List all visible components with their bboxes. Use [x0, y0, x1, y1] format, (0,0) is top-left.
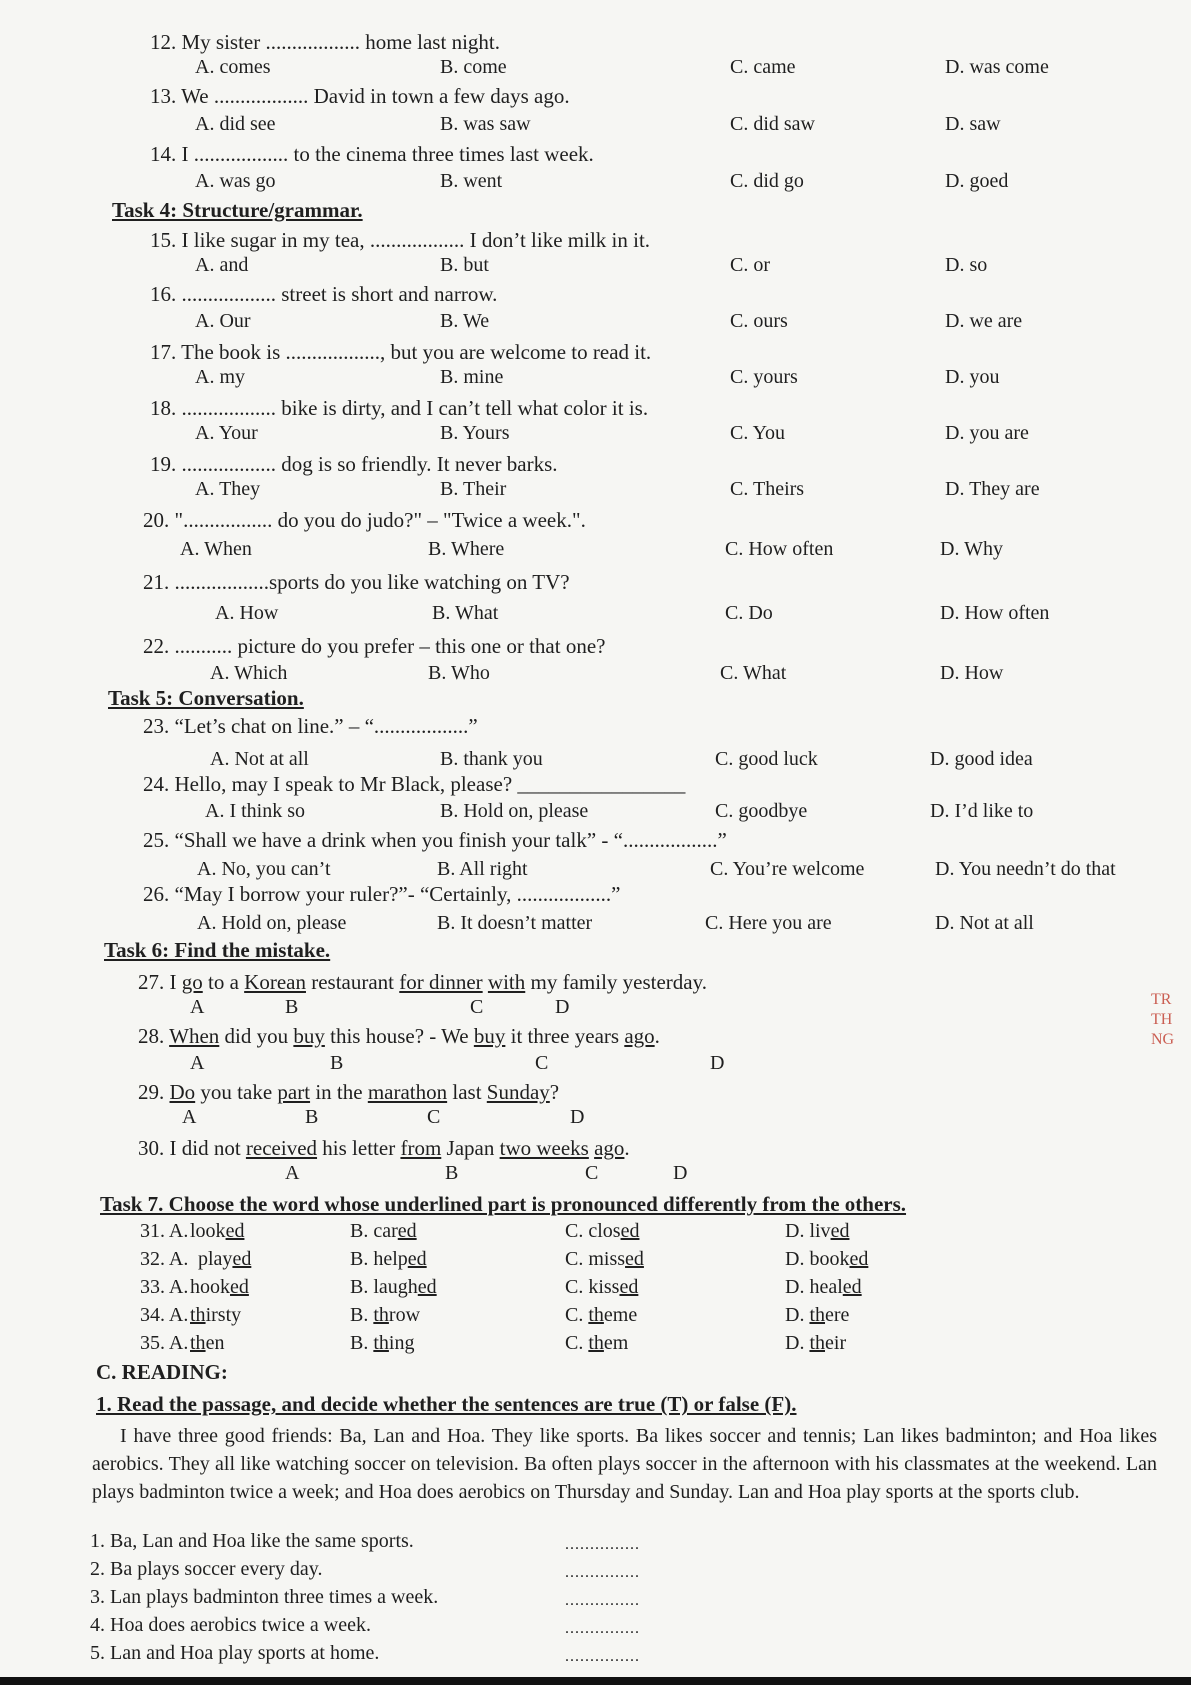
option-q16-a[interactable]: A. Our: [195, 310, 251, 332]
text-part: restaurant: [305, 970, 400, 994]
question-q21: 21. ..................sports do you like watching on TV?: [143, 570, 570, 594]
options-q16: [0, 310, 1191, 338]
option-q13-a[interactable]: A. did see: [195, 113, 276, 135]
text-part: B.: [350, 1332, 374, 1354]
underlined-part: Sunday: [486, 1080, 550, 1104]
text-part: .: [624, 1136, 630, 1160]
options-q18: [0, 422, 1191, 450]
answer-blank-5[interactable]: ...............: [565, 1648, 640, 1665]
options-q14: [0, 170, 1191, 198]
option-q20-c[interactable]: C. How often: [725, 538, 834, 560]
options-q21: [0, 602, 1191, 630]
option-q16-b[interactable]: B. We: [440, 310, 490, 332]
option-q18-a[interactable]: A. Your: [195, 422, 258, 444]
text-part: B. help: [350, 1248, 408, 1270]
option-q12-a[interactable]: A. comes: [195, 56, 271, 78]
text-part: to a: [202, 970, 245, 994]
task4-heading: Task 4: Structure/grammar.: [112, 198, 363, 222]
option-q12-d[interactable]: D. was come: [945, 56, 1049, 78]
option-q23-d[interactable]: D. good idea: [930, 748, 1033, 770]
option-q20-a[interactable]: A. When: [180, 538, 252, 560]
text-part: D. book: [785, 1248, 850, 1270]
underlined-part: for dinner: [399, 970, 483, 994]
option-q18-d[interactable]: D. you are: [945, 422, 1029, 444]
text-part: C.: [565, 1304, 589, 1326]
text-part: it three years: [505, 1024, 625, 1048]
underlined-part: ago: [624, 1024, 655, 1048]
option-q24-b[interactable]: B. Hold on, please: [440, 800, 589, 822]
question-q16: 16. .................. street is short and narrow.: [150, 282, 498, 306]
text-part: did you: [219, 1024, 294, 1048]
option-q13-c[interactable]: C. did saw: [730, 113, 815, 135]
answer-blank-2[interactable]: ...............: [565, 1564, 640, 1581]
underlined-part: with: [487, 970, 526, 994]
underlined-part: ed: [225, 1220, 245, 1242]
underlined-part: th: [588, 1304, 604, 1326]
mistake-letter-q28-A: A: [190, 1052, 205, 1074]
pron-num-q35: 35. A.: [140, 1332, 189, 1354]
option-q21-b[interactable]: B. What: [432, 602, 499, 624]
option-q25-a[interactable]: A. No, you can’t: [197, 858, 331, 880]
underlined-part: th: [373, 1332, 389, 1354]
option-q24-c[interactable]: C. goodbye: [715, 800, 808, 822]
pron-num-q33: 33. A.: [140, 1276, 189, 1298]
pron-option-q35-b: [350, 1332, 414, 1355]
question-q18: 18. .................. bike is dirty, and I can’t tell what color it is.: [150, 396, 649, 420]
pron-option-q31-b: [350, 1220, 417, 1243]
reading-passage: I have three good friends: Ba, Lan and Hoa. They like sports. Ba likes soccer and tennis; Lan likes badminton; and Hoa likes aerobics. They all like watching soccer on television. Ba often plays soccer in the afternoon with his classmates at the weekend. Lan plays badminton twice a week; and Hoa does aerobics on Thursday and Sunday. Lan and Hoa play sports at the sports club.: [92, 1425, 1157, 1503]
option-q15-d[interactable]: D. so: [945, 254, 988, 276]
text-part: D. heal: [785, 1276, 843, 1298]
text-part: my family yesterday.: [525, 970, 708, 994]
pron-option-q32-d: [785, 1248, 868, 1271]
option-q19-a[interactable]: A. They: [195, 478, 261, 500]
question-q26: 26. “May I borrow your ruler?”- “Certainly, ..................”: [143, 882, 621, 906]
option-q14-c[interactable]: C. did go: [730, 170, 804, 192]
option-q21-c[interactable]: C. Do: [725, 602, 773, 624]
options-q12: [0, 56, 1191, 84]
option-q22-a[interactable]: A. Which: [210, 662, 288, 684]
option-q19-c[interactable]: C. Theirs: [730, 478, 805, 500]
mistake-letter-q27-A: A: [190, 996, 205, 1018]
mistake-letter-q29-A: A: [182, 1106, 197, 1128]
pron-option-q35-c: [565, 1332, 628, 1355]
pron-option-q32-a: [198, 1248, 251, 1271]
underlined-part: When: [169, 1024, 220, 1048]
option-q22-c[interactable]: C. What: [720, 662, 787, 684]
option-q25-b[interactable]: B. All right: [437, 858, 528, 880]
option-q17-c[interactable]: C. yours: [730, 366, 798, 388]
option-q25-d[interactable]: D. You needn’t do that: [935, 858, 1116, 880]
question-q19: 19. .................. dog is so friendly. It never barks.: [150, 452, 558, 476]
text-part: last: [447, 1080, 487, 1104]
task7-heading: Task 7. Choose the word whose underlined part is pronounced differently from the others.: [100, 1192, 907, 1216]
option-q14-a[interactable]: A. was go: [195, 170, 276, 192]
red-stamp-fragment: [1151, 990, 1191, 1170]
options-q24: [0, 800, 1191, 828]
text-part: irsty: [205, 1304, 242, 1326]
option-q21-a[interactable]: A. How: [215, 602, 279, 624]
underlined-part: marathon: [367, 1080, 448, 1104]
underlined-part: Korean: [244, 970, 306, 994]
options-q13: [0, 113, 1191, 141]
text-part: eme: [603, 1304, 638, 1326]
pron-option-q32-c: [565, 1248, 644, 1271]
underlined-part: ed: [625, 1248, 644, 1270]
question-q13: 13. We .................. David in town a few days ago.: [150, 84, 570, 108]
statement-3: 3. Lan plays badminton three times a week.: [90, 1586, 439, 1608]
question-q12: 12. My sister .................. home last night.: [150, 30, 500, 54]
question-q28: [138, 1024, 660, 1049]
option-q19-d[interactable]: D. They are: [945, 478, 1040, 500]
text-part: look: [190, 1220, 226, 1242]
option-q15-a[interactable]: A. and: [195, 254, 249, 276]
underlined-part: th: [809, 1304, 826, 1326]
pron-option-q33-c: [565, 1276, 638, 1299]
task5-heading: Task 5: Conversation.: [108, 686, 304, 710]
underlined-part: th: [809, 1332, 826, 1354]
pron-option-q31-c: [565, 1220, 639, 1243]
options-q17: [0, 366, 1191, 394]
option-q17-b[interactable]: B. mine: [440, 366, 504, 388]
text-part: ing: [388, 1332, 415, 1354]
pron-num-q34: 34. A.: [140, 1304, 189, 1326]
option-q14-b[interactable]: B. went: [440, 170, 503, 192]
option-q16-d[interactable]: D. we are: [945, 310, 1023, 332]
text-part: C. clos: [565, 1220, 621, 1242]
mistake-letter-q28-D: D: [710, 1052, 725, 1074]
page-bottom-edge: [0, 1677, 1191, 1685]
text-part: 30. I did not: [138, 1136, 246, 1160]
text-part: 27. I: [138, 970, 182, 994]
question-q23: 23. “Let’s chat on line.” – “..................”: [143, 714, 478, 738]
option-q24-a[interactable]: A. I think so: [205, 800, 305, 822]
text-part: hook: [190, 1276, 230, 1298]
option-q18-c[interactable]: C. You: [730, 422, 786, 444]
mistake-letter-q30-B: B: [445, 1162, 459, 1184]
underlined-part: ed: [417, 1276, 437, 1298]
pron-option-q34-d: [785, 1304, 849, 1327]
text-part: D.: [785, 1332, 810, 1354]
option-q25-c[interactable]: C. You’re welcome: [710, 858, 865, 880]
options-q15: [0, 254, 1191, 282]
underlined-part: received: [245, 1136, 318, 1160]
pron-option-q34-c: [565, 1304, 637, 1327]
pron-num-q31: 31. A.: [140, 1220, 189, 1242]
question-q25: 25. “Shall we have a drink when you finish your talk” - “..................”: [143, 828, 727, 852]
text-part: C.: [565, 1332, 589, 1354]
answer-blank-1[interactable]: ...............: [565, 1536, 640, 1553]
mistake-letter-q28-C: C: [535, 1052, 549, 1074]
mistake-letter-q27-C: C: [470, 996, 484, 1018]
pron-option-q35-d: [785, 1332, 846, 1355]
underlined-part: ed: [232, 1248, 252, 1270]
options-q19: [0, 478, 1191, 506]
mistake-letter-q29-C: C: [427, 1106, 441, 1128]
text-part: C. miss: [565, 1248, 626, 1270]
text-part: 29.: [138, 1080, 170, 1104]
underlined-part: go: [181, 970, 203, 994]
stamp-text: NG: [1151, 1031, 1175, 1048]
text-part: his letter: [317, 1136, 401, 1160]
text-part: in the: [310, 1080, 368, 1104]
text-part: you take: [195, 1080, 278, 1104]
underlined-part: ed: [842, 1276, 862, 1298]
statement-4: 4. Hoa does aerobics twice a week.: [90, 1614, 371, 1636]
statement-5: 5. Lan and Hoa play sports at home.: [90, 1642, 380, 1664]
option-q13-d[interactable]: D. saw: [945, 113, 1001, 135]
stamp-text: TR: [1151, 991, 1172, 1008]
mistake-letter-q29-D: D: [570, 1106, 585, 1128]
task6-heading: Task 6: Find the mistake.: [104, 938, 331, 962]
pron-option-q33-a: [190, 1276, 249, 1299]
text-part: D.: [785, 1304, 810, 1326]
option-q18-b[interactable]: B. Yours: [440, 422, 510, 444]
text-part: en: [205, 1332, 225, 1354]
options-q26: [0, 912, 1191, 940]
underlined-part: ed: [397, 1220, 417, 1242]
option-q21-d[interactable]: D. How often: [940, 602, 1050, 624]
text-part: C. kiss: [565, 1276, 620, 1298]
option-q12-b[interactable]: B. come: [440, 56, 507, 78]
option-q12-c[interactable]: C. came: [730, 56, 796, 78]
reading-task-heading: 1. Read the passage, and decide whether the sentences are true (T) or false (F).: [96, 1392, 797, 1416]
question-q15: 15. I like sugar in my tea, .................. I don’t like milk in it.: [150, 228, 651, 252]
text-part: 28.: [138, 1024, 170, 1048]
question-q22: 22. ........... picture do you prefer – this one or that one?: [143, 634, 606, 658]
option-q26-d[interactable]: D. Not at all: [935, 912, 1034, 934]
underlined-part: two weeks: [499, 1136, 589, 1160]
mistake-letter-q30-A: A: [285, 1162, 300, 1184]
underlined-part: ed: [619, 1276, 639, 1298]
text-part: play: [198, 1248, 233, 1270]
pron-option-q33-d: [785, 1276, 862, 1299]
option-q24-d[interactable]: D. I’d like to: [930, 800, 1034, 822]
option-q17-a[interactable]: A. my: [195, 366, 245, 388]
text-part: B. car: [350, 1220, 398, 1242]
mistake-letter-q28-B: B: [330, 1052, 344, 1074]
mistake-letter-q27-B: B: [285, 996, 299, 1018]
option-q20-b[interactable]: B. Where: [428, 538, 505, 560]
option-q22-d[interactable]: D. How: [940, 662, 1004, 684]
underlined-part: ed: [407, 1248, 427, 1270]
mistake-letter-q29-B: B: [305, 1106, 319, 1128]
mistake-letter-q30-D: D: [673, 1162, 688, 1184]
option-q13-b[interactable]: B. was saw: [440, 113, 531, 135]
underlined-part: ed: [849, 1248, 869, 1270]
underlined-part: buy: [293, 1024, 325, 1048]
pron-option-q31-d: [785, 1220, 849, 1243]
text-part: B. laugh: [350, 1276, 418, 1298]
mistake-letter-q27-D: D: [555, 996, 570, 1018]
stamp-text: TH: [1151, 1011, 1173, 1028]
pron-num-q32: 32. A.: [140, 1248, 189, 1270]
option-q23-c[interactable]: C. good luck: [715, 748, 818, 770]
option-q16-c[interactable]: C. ours: [730, 310, 788, 332]
option-q23-a[interactable]: A. Not at all: [210, 748, 309, 770]
text-part: .: [654, 1024, 660, 1048]
underlined-part: buy: [473, 1024, 506, 1048]
statement-2: 2. Ba plays soccer every day.: [90, 1558, 323, 1580]
underlined-part: part: [277, 1080, 311, 1104]
mistake-letter-q30-C: C: [585, 1162, 599, 1184]
reading-title: C. READING:: [96, 1360, 228, 1384]
underlined-part: th: [190, 1304, 206, 1326]
underlined-part: ago: [594, 1136, 625, 1160]
pron-option-q33-b: [350, 1276, 437, 1299]
statement-1: 1. Ba, Lan and Hoa like the same sports.: [90, 1530, 414, 1552]
option-q15-b[interactable]: B. but: [440, 254, 489, 276]
option-q26-b[interactable]: B. It doesn’t matter: [437, 912, 593, 934]
question-q17: 17. The book is .................., but you are welcome to read it.: [150, 340, 652, 364]
option-q19-b[interactable]: B. Their: [440, 478, 507, 500]
text-part: this house? - We: [324, 1024, 474, 1048]
text-part: Japan: [441, 1136, 500, 1160]
text-part: D. liv: [785, 1220, 831, 1242]
pron-option-q34-b: [350, 1304, 420, 1327]
underlined-part: th: [190, 1332, 206, 1354]
underlined-part: from: [400, 1136, 442, 1160]
question-q29: [138, 1080, 559, 1105]
option-q20-d[interactable]: D. Why: [940, 538, 1003, 560]
question-q27: [138, 970, 707, 995]
pron-option-q35-a: [190, 1332, 224, 1355]
option-q23-b[interactable]: B. thank you: [440, 748, 543, 770]
option-q22-b[interactable]: B. Who: [428, 662, 490, 684]
underlined-part: th: [373, 1304, 389, 1326]
option-q15-c[interactable]: C. or: [730, 254, 770, 276]
question-q30: [138, 1136, 630, 1161]
pron-option-q34-a: [190, 1304, 241, 1327]
option-q26-a[interactable]: A. Hold on, please: [197, 912, 347, 934]
underlined-part: ed: [830, 1220, 850, 1242]
underlined-part: ed: [620, 1220, 640, 1242]
options-q20: [0, 538, 1191, 566]
question-q20: 20. "................. do you do judo?" – "Twice a week.".: [143, 508, 586, 532]
underlined-part: ed: [230, 1276, 249, 1298]
text-part: row: [388, 1304, 421, 1326]
text-part: eir: [825, 1332, 847, 1354]
option-q26-c[interactable]: C. Here you are: [705, 912, 832, 934]
answer-blank-4[interactable]: ...............: [565, 1620, 640, 1637]
question-q14: 14. I .................. to the cinema three times last week.: [150, 142, 594, 166]
pron-option-q32-b: [350, 1248, 427, 1271]
answer-blank-3[interactable]: ...............: [565, 1592, 640, 1609]
text-part: ?: [549, 1080, 560, 1104]
question-q24: 24. Hello, may I speak to Mr Black, please? ________________: [143, 772, 686, 796]
option-q14-d[interactable]: D. goed: [945, 170, 1009, 192]
text-part: ere: [825, 1304, 850, 1326]
pron-option-q31-a: [190, 1220, 244, 1243]
option-q17-d[interactable]: D. you: [945, 366, 1000, 388]
underlined-part: th: [588, 1332, 604, 1354]
text-part: em: [603, 1332, 629, 1354]
text-part: B.: [350, 1304, 374, 1326]
underlined-part: Do: [169, 1080, 196, 1104]
